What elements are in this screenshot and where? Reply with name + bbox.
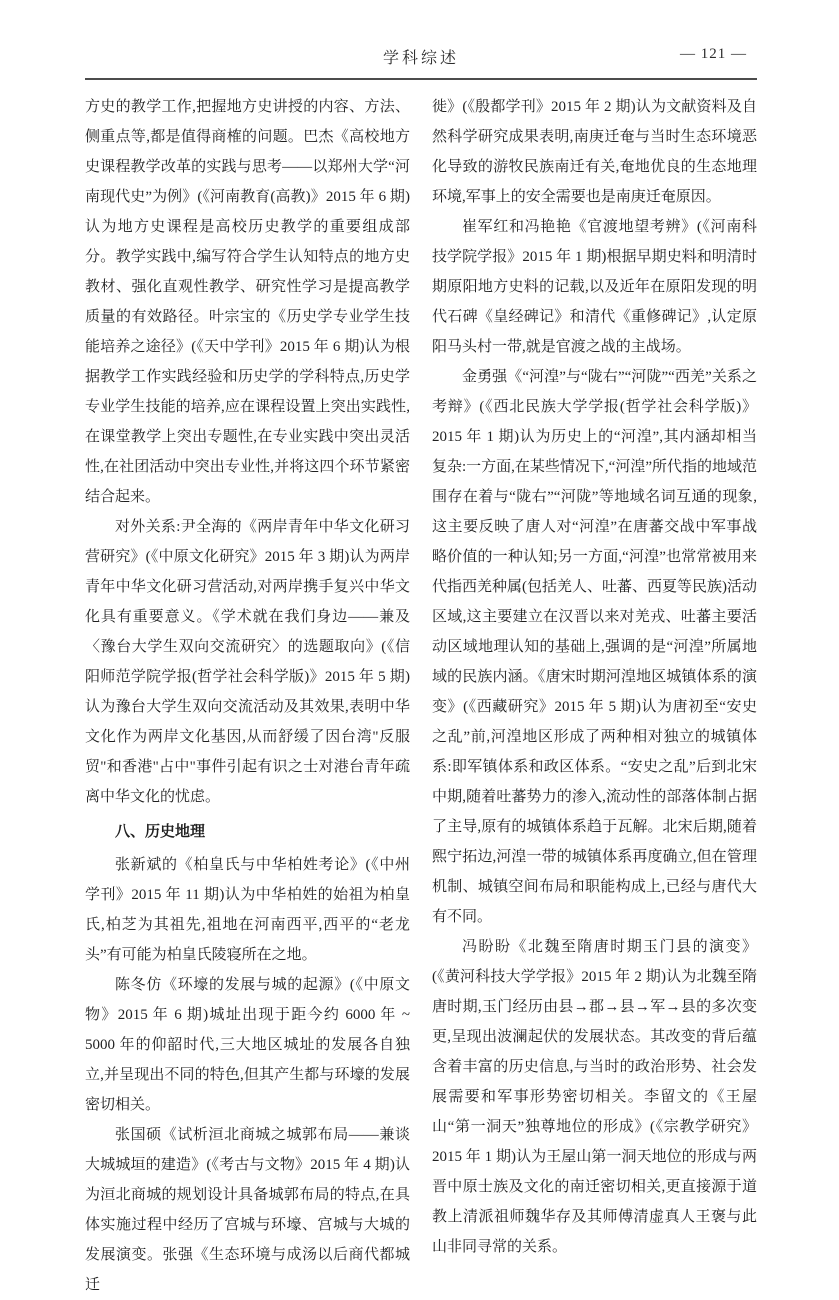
paragraph: 张新斌的《柏皇氏与中华柏姓考论》(《中州学刊》2015 年 11 期)认为中华柏姓的始祖为柏皇氏,柏芝为其祖先,祖地在河南西平,西平的“老龙头”有可能为柏皇氏陵寝所在之地。 [85,857,410,963]
two-column-text [85,92,757,1300]
section-title: 学科综述 [382,50,459,67]
header-divider-rule [85,78,757,80]
paragraph: 金勇强《“河湟”与“陇右”“河陇”“西羌”关系之考辩》(《西北民族大学学报(哲学社会科学版)》2015 年 1 期)认为历史上的“河湟”,其内涵却相当复杂:一方面,在某些情况下,“河湟”所代指的地域范围存在着与“陇右”“河陇”等地域名词互通的现象,这主要反映了唐人对“河湟”在唐蕃交战中军事战略价值的一种认知;另一方面,“河湟”也常常被用来代指西羌种属(包括羌人、吐蕃、西夏等民族)活动区域,这主要建立在汉晋以来对羌戎、吐蕃主要活动区域地理认知的基础上,强调的是“河湟”所属地域的民族内涵。《唐宋时期河湟地区城镇体系的演变》(《西藏研究》2015 年 5 期)认为唐初至“安史之乱”前,河湟地区形成了两种相对独立的城镇体系:即军镇体系和政区体系。“安史之乱”后到北宋中期,随着吐蕃势力的渗入,流动性的部落体制占据了主导,原有的城镇体系趋于瓦解。北宋后期,随着熙宁拓边,河湟一带的城镇体系再度确立,但在管理机制、城镇空间布局和职能构成上,已经与唐代大有不同。 [432,369,757,925]
paragraph: 张国硕《试析洹北商城之城郭布局——兼谈大城城垣的建造》(《考古与文物》2015 年 4 期)认为洹北商城的规划设计具备城郭布局的特点,在具体实施过程中经历了宫城与环壕、宫城与大城的发展演变。张强《生态环境与成汤以后商代都城迁 [85,1127,410,1293]
paragraph: 方史的教学工作,把握地方史讲授的内容、方法、侧重点等,都是值得商榷的问题。巴杰《高校地方史课程教学改革的实践与思考——以郑州大学“河南现代史”为例》(《河南教育(高教)》2015 年 6 期)认为地方史课程是高校历史教学的重要组成部分。教学实践中,编写符合学生认知特点的地方史教材、强化直观性教学、研究性学习是提高教学质量的有效路径。叶宗宝的《历史学专业学生技能培养之途径》(《天中学刊》2015 年 6 期)认为根据教学工作实践经验和历史学的学科特点,历史学专业学生技能的培养,应在课程设置上突出实践性,在课堂教学上突出专题性,在专业实践中突出灵活性,在社团活动中突出专业性,并将这四个环节紧密结合起来。 [85,99,410,505]
paragraph: 崔军红和冯艳艳《官渡地望考辨》(《河南科技学院学报》2015 年 1 期)根据早期史料和明清时期原阳地方史料的记载,以及近年在原阳发现的明代石碑《皇经碑记》和清代《重修碑记》,认定原阳马头村一带,就是官渡之战的主战场。 [432,219,757,355]
page-number: — 121 — [680,46,747,62]
paragraph: 陈冬仿《环壕的发展与城的起源》(《中原文物》2015 年 6 期)城址出现于距今约 6000 年 ~ 5000 年的仰韶时代,三大地区城址的发展各自独立,并呈现出不同的特色,但其产生都与环壕的发展密切相关。 [85,977,410,1113]
page-header [85,45,757,69]
section-heading: 八、历史地理 [115,823,206,840]
paragraph: 冯盼盼《北魏至隋唐时期玉门县的演变》(《黄河科技大学学报》2015 年 2 期)认为北魏至隋唐时期,玉门经历由县→郡→县→军→县的多次变更,呈现出波澜起伏的发展状态。其改变的背后蕴含着丰富的历史信息,与当时的政治形势、社会发展需要和军事形势密切相关。李留文的《王屋山“第一洞天”独尊地位的形成》(《宗教学研究》2015 年 1 期)认为王屋山第一洞天地位的形成与两晋中原士族及文化的南迁密切相关,更直接源于道教上清派祖师魏华存及其师傅清虚真人王褒与此山非同寻常的关系。 [432,939,757,1255]
left-column [85,92,410,1300]
paragraph: 徙》(《殷都学刊》2015 年 2 期)认为文献资料及自然科学研究成果表明,南庚迁奄与当时生态环境恶化导致的游牧民族南迁有关,奄地优良的生态地理环境,军事上的安全需要也是南庚迁奄原因。 [432,99,757,205]
right-column [432,92,757,1300]
paragraph: 对外关系:尹全海的《两岸青年中华文化研习营研究》(《中原文化研究》2015 年 3 期)认为两岸青年中华文化研习营活动,对两岸携手复兴中华文化具有重要意义。《学术就在我们身边——兼及〈豫台大学生双向交流研究〉的选题取向》(《信阳师范学院学报(哲学社会科学版)》2015 年 5 期)认为豫台大学生双向交流活动及其效果,表明中华文化作为两岸文化基因,从而舒缓了因台湾"反服贸"和香港"占中"事件引起有识之士对港台青年疏离中华文化的忧虑。 [85,519,410,805]
